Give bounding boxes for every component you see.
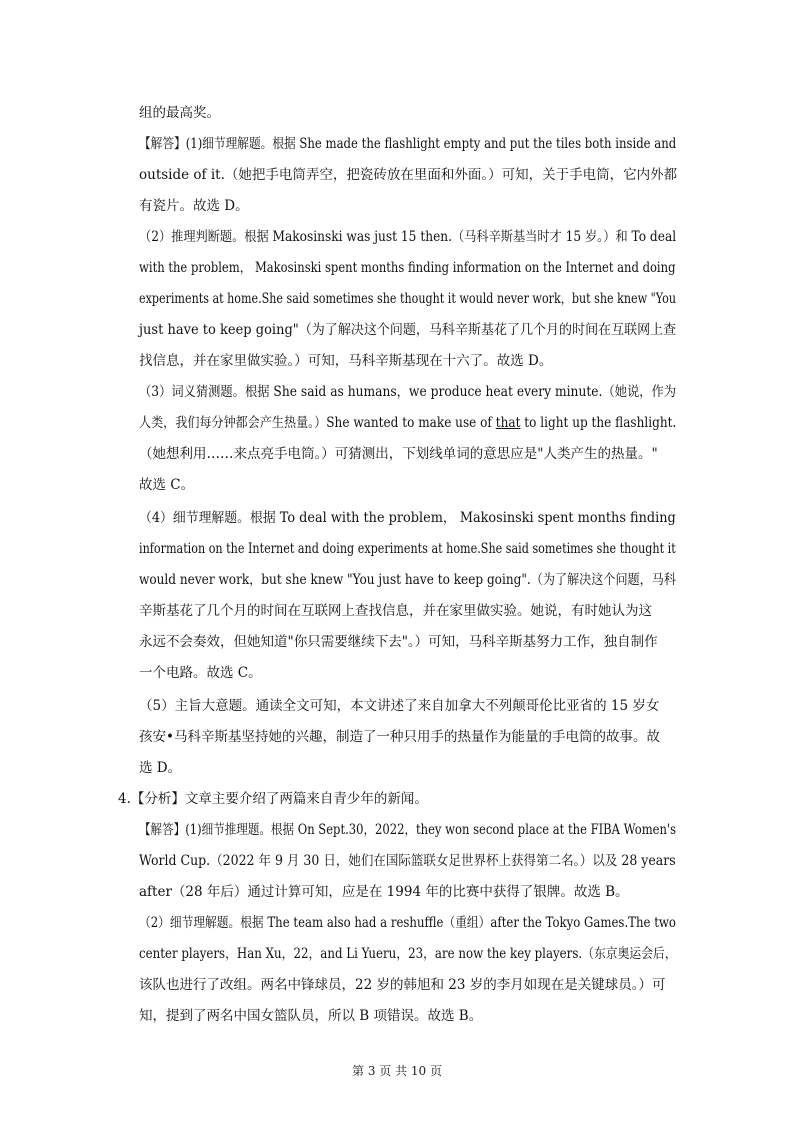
text-line: 找信息，并在家里做实验。）可知，马科辛斯基现在十六了。故选 D。 [139,353,553,369]
text-segment: to light up the flashlight. [520,415,677,431]
text-line: 选 D。 [139,760,182,776]
text-line: 该队也进行了改组。两名中锋球员，22 岁的韩旭和 23 岁的李月如现在是关键球员。）可 [139,977,666,993]
text-line: （2）细节理解题。根据 The team also had a reshuffle（重组）after the Tokyo Games.The two [139,915,676,931]
text-line: （她想利用……来点亮手电筒。）可猜测出，下划线单词的意思应是"人类产生的热量。" [139,446,658,462]
text-line: 辛斯基花了几个月的时间在互联网上查找信息，并在家里做实验。她说，有时她认为这 [139,603,652,619]
underlined-word: that [495,415,521,431]
text-line: information on the Internet and doing experiments at home.She said sometimes she thought it [139,541,676,557]
text-line: outside of it.（她把手电筒弄空，把瓷砖放在里面和外面。）可知，关于手电筒，它内外都 [139,167,678,183]
text-line: 永远不会奏效，但她知道"你只需要继续下去"。）可知，马科辛斯基努力工作，独自制作 [139,634,658,650]
section-heading: 4.【分析】文章主要介绍了两篇来自青少年的新闻。 [118,791,428,807]
text-line: 孩安•马科辛斯基坚持她的兴趣，制造了一种只用手的热量作为能量的手电筒的故事。故 [139,729,660,745]
text-line: （5）主旨大意题。通读全文可知，本文讲述了来自加拿大不列颠哥伦比亚省的 15 岁女 [139,698,660,714]
text-line: 【解答】(1)细节推理题。根据 On Sept.30，2022，they won second place at the FIBA Women's [139,822,677,838]
text-line: 组的最高奖。 [139,105,220,121]
text-line: 知，提到了两名中国女篮队员，所以 B 项错误。故选 B。 [139,1008,483,1024]
text-line: would never work，but she knew "You just have to keep going".（为了解决这个问题，马科 [139,572,676,588]
text-line: 故选 C。 [139,477,195,493]
text-line: 一个电路。故选 C。 [139,665,262,681]
text-line: （4）细节理解题。根据 To deal with the problem， Makosinski spent months finding [139,510,676,526]
text-line: after（28 年后）通过计算可知，应是在 1994 年的比赛中获得了银牌。故选 B。 [139,884,629,900]
page-number-footer: 第 3 页 共 10 页 [352,1064,442,1078]
text-line: 有瓷片。故选 D。 [139,198,249,214]
text-line: just have to keep going"（为了解决这个问题，马科辛斯基花了几个月的时间在互联网上查 [139,322,677,338]
text-line: World Cup.（2022 年 9 月 30 日，她们在国际篮联女足世界杯上获得第二名。）以及 28 years [139,853,676,869]
text-line: （2）推理判断题。根据 Makosinski was just 15 then.（马科辛斯基当时才 15 岁。）和 To deal [139,229,677,245]
text-line [139,414,676,432]
text-line: experiments at home.She said sometimes she thought it would never work，but she knew "You [139,291,677,307]
text-segment: 人类，我们每分钟都会产生热量。）She wanted to make use of [139,415,496,431]
text-line: （3）词义猜测题。根据 She said as humans，we produce heat every minute.（她说，作为 [139,384,677,400]
text-line: with the problem， Makosinski spent months finding information on the Internet and doing [139,260,676,276]
text-line: center players，Han Xu，22，and Li Yueru，23，are now the key players.（东京奥运会后， [139,946,677,962]
text-line: 【解答】(1)细节理解题。根据 She made the flashlight empty and put the tiles both inside and [139,136,677,152]
